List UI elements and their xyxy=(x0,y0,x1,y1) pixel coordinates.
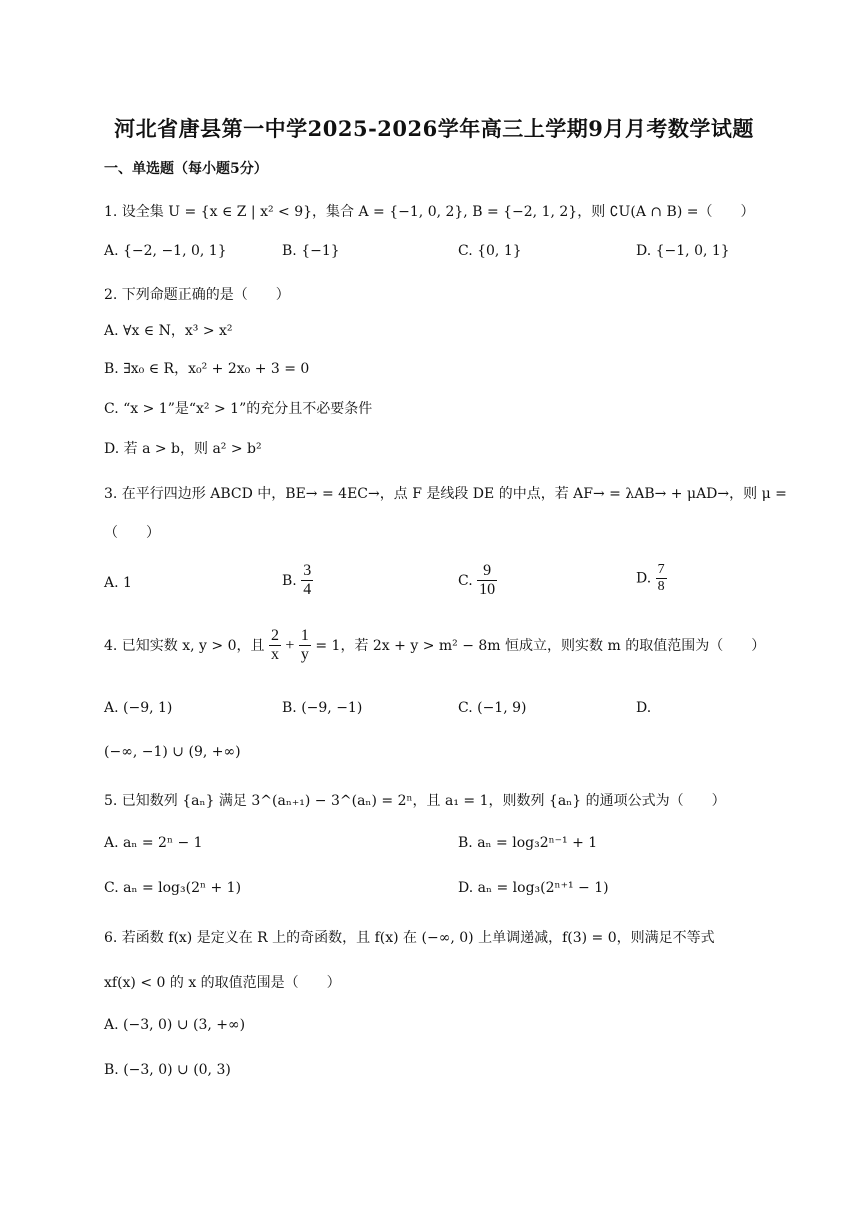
question-2-stem: 2. 下列命题正确的是（ ） xyxy=(104,287,290,303)
fraction-numerator: 1 xyxy=(299,627,311,646)
fraction-denominator: 4 xyxy=(303,581,312,599)
question-6-stem-continued: xf(x) < 0 的 x 的取值范围是（ ） xyxy=(104,975,341,991)
question-2-option-a: A. ∀x ∈ N，x³ > x² xyxy=(104,323,233,339)
question-4-option-a: A. (−9, 1) xyxy=(104,700,173,716)
question-5-stem: 5. 已知数列 {aₙ} 满足 3^(aₙ₊₁) − 3^(aₙ) = 2ⁿ，且 a₁ = 1，则数列 {aₙ} 的通项公式为（ ） xyxy=(104,793,726,809)
question-5-option-b: B. aₙ = log₃2ⁿ⁻¹ + 1 xyxy=(458,835,598,851)
question-2-option-c: C. “x > 1”是“x² > 1”的充分且不必要条件 xyxy=(104,401,373,417)
fraction-denominator: x xyxy=(270,646,279,664)
question-4-stem-start: 4. 已知实数 x, y > 0，且 xyxy=(104,637,265,654)
question-3-option-b xyxy=(282,562,313,600)
question-3-option-c-fraction xyxy=(477,562,497,600)
question-4-option-b: B. (−9, −1) xyxy=(282,700,363,716)
question-1-option-a: A. {−2, −1, 0, 1} xyxy=(104,243,227,259)
plus-sign: + xyxy=(285,636,295,654)
question-2-option-b: B. ∃x₀ ∈ R，x₀² + 2x₀ + 3 = 0 xyxy=(104,361,310,377)
question-3-option-d-fraction xyxy=(656,562,667,595)
question-6-option-b: B. (−3, 0) ∪ (0, 3) xyxy=(104,1062,231,1078)
question-5-option-c: C. aₙ = log₃(2ⁿ + 1) xyxy=(104,880,242,896)
question-4-option-c: C. (−1, 9) xyxy=(458,700,527,716)
fraction-denominator: 10 xyxy=(479,581,496,599)
fraction-denominator: y xyxy=(300,646,309,664)
fraction-numerator: 3 xyxy=(301,562,313,581)
question-6-stem: 6. 若函数 f(x) 是定义在 R 上的奇函数，且 f(x) 在 (−∞, 0) 上单调递减，f(3) = 0，则满足不等式 xyxy=(104,930,715,946)
section-heading: 一、单选题（每小题5分） xyxy=(104,161,268,177)
fraction-numerator: 7 xyxy=(656,562,667,579)
question-2-option-d: D. 若 a > b，则 a² > b² xyxy=(104,441,262,457)
question-4-stem-end: = 1，若 2x + y > m² − 8m 恒成立，则实数 m 的取值范围为（ ） xyxy=(315,637,766,654)
question-3-option-d-label: D. xyxy=(636,570,652,587)
question-1-option-c: C. {0, 1} xyxy=(458,243,522,259)
question-3-option-c-label: C. xyxy=(458,572,473,589)
question-3-stem: 3. 在平行四边形 ABCD 中，BE→ = 4EC→，点 F 是线段 DE 的中点，若 AF→ = λAB→ + μAD→，则 μ = xyxy=(104,486,787,502)
fraction-numerator: 2 xyxy=(269,627,281,646)
question-3-option-a: A. 1 xyxy=(104,575,132,591)
question-3-stem-continued: （ ） xyxy=(104,525,160,541)
question-3-option-b-fraction xyxy=(301,562,313,600)
question-6-option-a: A. (−3, 0) ∪ (3, +∞) xyxy=(104,1017,246,1033)
question-1-stem: 1. 设全集 U = {x ∈ Z | x² < 9}，集合 A = {−1, 0, 2}, B = {−2, 1, 2}，则 ∁U(A ∩ B) =（ ） xyxy=(104,204,755,220)
page-title: 河北省唐县第一中学2025-2026学年高三上学期9月月考数学试题 xyxy=(114,116,754,141)
question-3-option-d xyxy=(636,562,667,595)
question-3-option-c xyxy=(458,562,497,600)
question-4-option-d: D. xyxy=(636,700,652,716)
question-4-fraction-2 xyxy=(299,627,311,665)
question-5-option-d: D. aₙ = log₃(2ⁿ⁺¹ − 1) xyxy=(458,880,609,896)
question-4-option-d-value: (−∞, −1) ∪ (9, +∞) xyxy=(104,744,241,760)
question-3-option-b-label: B. xyxy=(282,572,297,589)
fraction-denominator: 8 xyxy=(657,579,665,595)
question-4-fraction-1 xyxy=(269,627,281,665)
question-5-option-a: A. aₙ = 2ⁿ − 1 xyxy=(104,835,203,851)
question-4-stem xyxy=(104,627,765,665)
question-1-option-d: D. {−1, 0, 1} xyxy=(636,243,730,259)
fraction-numerator: 9 xyxy=(477,562,497,581)
question-1-option-b: B. {−1} xyxy=(282,243,340,259)
